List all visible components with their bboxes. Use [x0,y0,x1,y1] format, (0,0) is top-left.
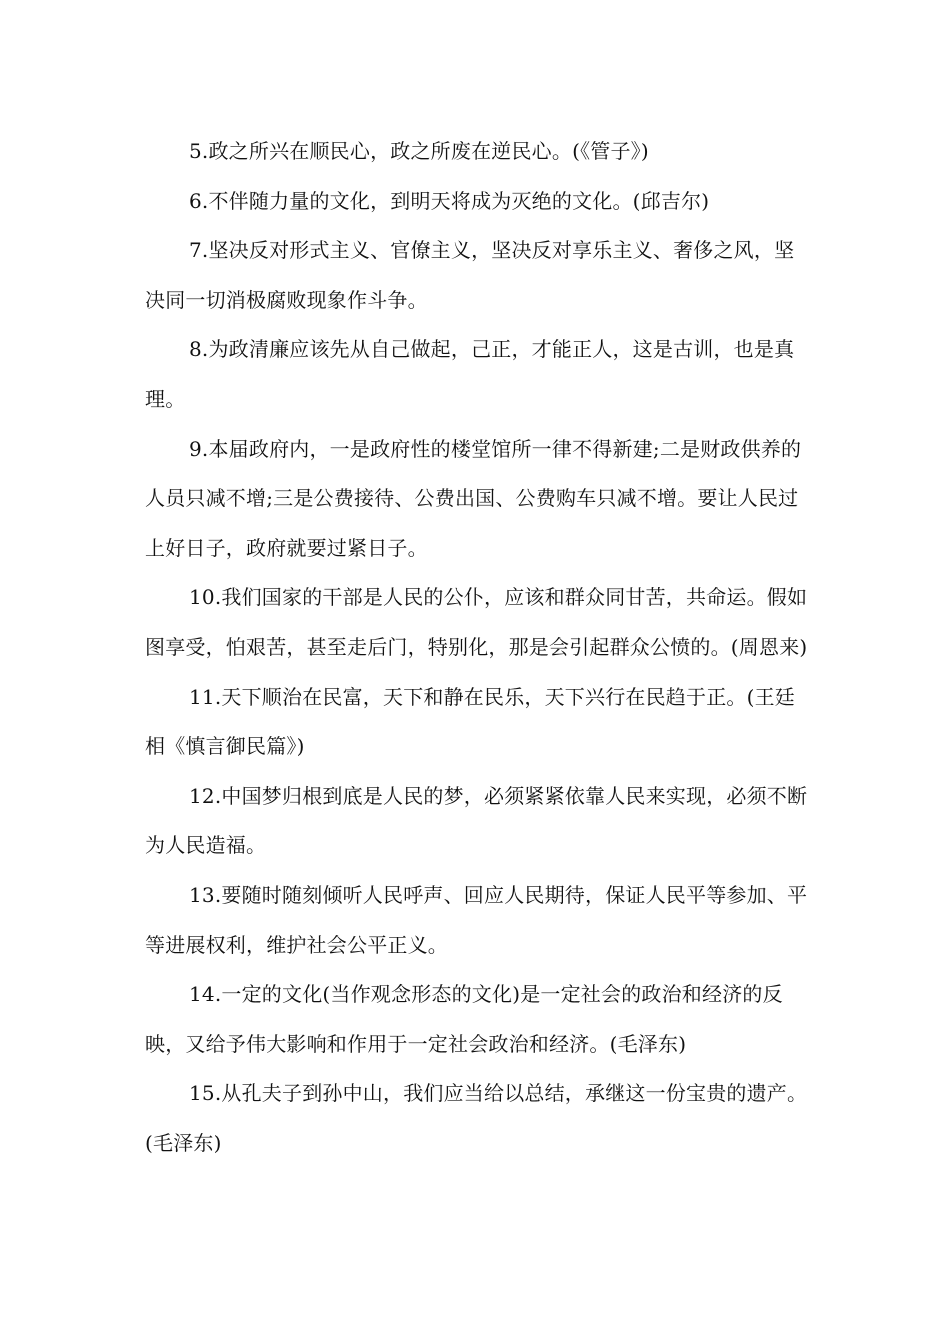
quote-paragraph-7: 7.坚决反对形式主义、官僚主义，坚决反对享乐主义、奢侈之风，坚决同一切消极腐败现象作斗争。 [145,238,795,312]
quote-paragraph-6: 6.不伴随力量的文化，到明天将成为灭绝的文化。(邱吉尔) [189,188,710,213]
quote-paragraph-5: 5.政之所兴在顺民心，政之所废在逆民心。(《管子》) [189,139,649,163]
document-body [145,127,810,1168]
quote-paragraph-11: 11.天下顺治在民富，天下和静在民乐，天下兴行在民趋于正。(王廷相《慎言御民篇》) [145,684,796,759]
quote-paragraph-15: 15.从孔夫子到孙中山，我们应当给以总结，承继这一份宝贵的遗产。(毛泽东) [145,1081,808,1155]
quote-paragraph-9: 9.本届政府内，一是政府性的楼堂馆所一律不得新建;二是财政供养的人员只减不增;三是公费接待、公费出国、公费购车只减不增。要让人民过上好日子，政府就要过紧日子。 [145,436,802,560]
quote-paragraph-13: 13.要随时随刻倾听人民呼声、回应人民期待，保证人民平等参加、平等进展权利，维护社会公平正义。 [145,882,808,957]
quote-paragraph-12: 12.中国梦归根到底是人民的梦，必须紧紧依靠人民来实现，必须不断为人民造福。 [145,783,808,858]
quote-paragraph-14: 14.一定的文化(当作观念形态的文化)是一定社会的政治和经济的反映，又给予伟大影响和作用于一定社会政治和经济。(毛泽东) [145,982,783,1056]
quote-paragraph-10: 10.我们国家的干部是人民的公仆，应该和群众同甘苦，共命运。假如图享受，怕艰苦，甚至走后门，特别化，那是会引起群众公愤的。(周恩来) [145,585,808,659]
quote-paragraph-8: 8.为政清廉应该先从自己做起，己正，才能正人，这是古训，也是真理。 [145,337,795,411]
